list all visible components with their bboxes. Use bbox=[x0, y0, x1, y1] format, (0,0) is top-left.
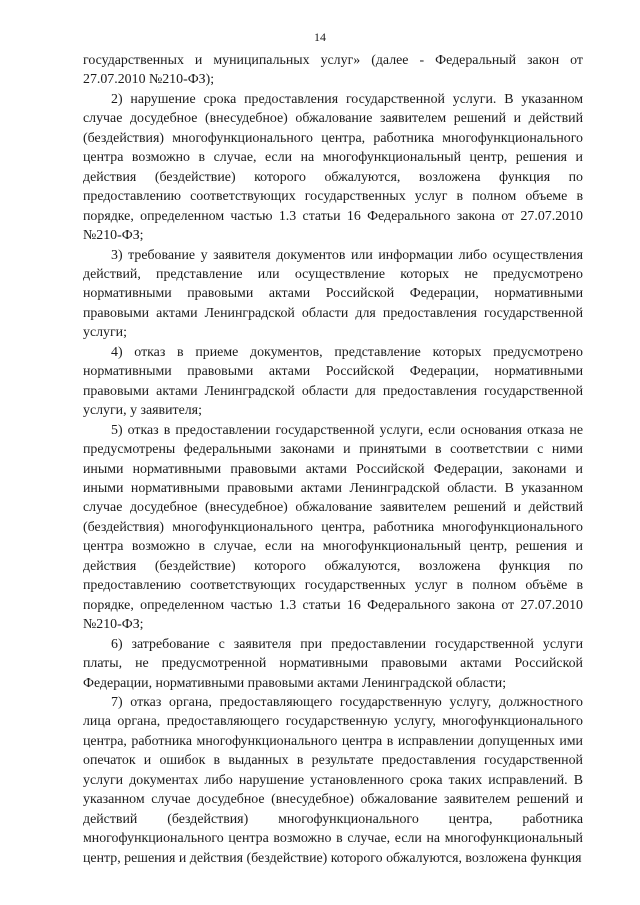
paragraph-item-6: 6) затребование с заявителя при предоставлении государственной услуги платы, не предусмотренной нормативными правовыми актами Российской Федерации, нормативными правовыми актами Ленинградской области; bbox=[83, 636, 583, 691]
paragraph-item-2: 2) нарушение срока предоставления государственной услуги. В указанном случае досудебное (внесудебное) обжалование заявителем решений и действий (бездействия) многофункционального центра, работника многофункционального центра возможно в случае, если на многофункциональный центр, решения и действия (бездействие) которого обжалуются, возложена функция по предоставлению соответствующих государственных услуг в полном объеме в порядке, определенном частью 1.3 статьи 16 Федерального закона от 27.07.2010 №210-ФЗ; bbox=[83, 91, 583, 244]
page-number: 14 bbox=[314, 30, 326, 44]
document-body bbox=[83, 51, 583, 868]
paragraph-item-3: 3) требование у заявителя документов или информации либо осуществления действий, представление или осуществление которых не предусмотрено нормативными правовыми актами Российской Федерации, нормативными правовыми актами Ленинградской области для предоставления государственной услуги; bbox=[83, 247, 583, 341]
paragraph-continuation: государственных и муниципальных услуг» (далее - Федеральный закон от 27.07.2010 №210-ФЗ); bbox=[83, 53, 583, 88]
paragraph-item-5: 5) отказ в предоставлении государственной услуги, если основания отказа не предусмотрены федеральными законами и принятыми в соответствии с ними иными нормативными правовыми актами Российской Федерации, законами и иными нормативными правовыми актами Ленинградской области. В указанном случае досудебное (внесудебное) обжалование заявителем решений и действий (бездействия) многофункционального центра, работника многофункционального центра возможно в случае, если на многофункциональный центр, решения и действия (бездействие) которого обжалуются, возложена функция по предоставлению соответствующих государственных услуг в полном объёме в порядке, определенном частью 1.3 статьи 16 Федерального закона от 27.07.2010 №210-ФЗ; bbox=[83, 422, 583, 633]
paragraph-item-7: 7) отказ органа, предоставляющего государственную услугу, должностного лица органа, предоставляющего государственную услугу, многофункционального центра, работника многофункционального центра в исправлении допущенных ими опечаток и ошибок в выданных в результате предоставления государственной услуги документах либо нарушение установленного срока таких исправлений. В указанном случае досудебное (внесудебное) обжалование заявителем решений и действий (бездействия) многофункционального центра, работника многофункционального центра возможно в случае, если на многофункциональный центр, решения и действия (бездействие) которого обжалуются, возложена функция bbox=[83, 694, 583, 866]
paragraph-item-4: 4) отказ в приеме документов, представление которых предусмотрено нормативными правовыми актами Российской Федерации, нормативными правовыми актами Ленинградской области для предоставления государственной услуги, у заявителя; bbox=[83, 344, 583, 419]
